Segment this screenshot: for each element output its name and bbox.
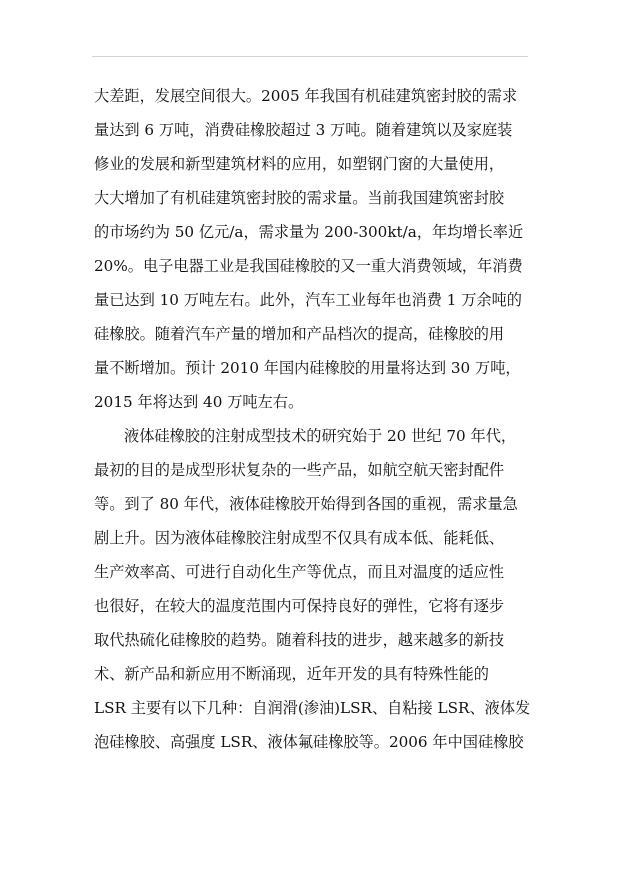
header-rule xyxy=(92,56,528,57)
paragraph-2 xyxy=(94,419,530,759)
text-line: 液体硅橡胶的注射成型技术的研究始于 20 世纪 70 年代， xyxy=(124,427,517,445)
text-line: 泡硅橡胶、高强度 LSR、液体氟硅橡胶等。2006 年中国硅橡胶 xyxy=(94,733,524,751)
text-line: 2015 年将达到 40 万吨左右。 xyxy=(94,393,304,411)
text-line: 术、新产品和新应用不断涌现，近年开发的具有特殊性能的 xyxy=(94,665,489,683)
text-line: 修业的发展和新型建筑材料的应用，如塑钢门窗的大量使用， xyxy=(94,155,505,173)
text-line: 取代热硫化硅橡胶的趋势。随着科技的进步，越来越多的新技 xyxy=(94,631,505,649)
paragraph-1 xyxy=(94,79,530,419)
text-line: 等。到了 80 年代，液体硅橡胶开始得到各国的重视，需求量急 xyxy=(94,495,518,513)
text-line: 大差距，发展空间很大。2005 年我国有机硅建筑密封胶的需求 xyxy=(94,87,518,105)
text-line: 硅橡胶。随着汽车产量的增加和产品档次的提高，硅橡胶的用 xyxy=(94,325,505,343)
text-line: 的市场约为 50 亿元/a，需求量为 200-300kt/a，年均增长率近 xyxy=(94,223,524,241)
text-line: 剧上升。因为液体硅橡胶注射成型不仅具有成本低、能耗低、 xyxy=(94,529,505,547)
text-line: 量达到 6 万吨，消费硅橡胶超过 3 万吨。随着建筑以及家庭装 xyxy=(94,121,513,139)
text-line: 生产效率高、可进行自动化生产等优点，而且对温度的适应性 xyxy=(94,563,505,581)
text-line: LSR 主要有以下几种：自润滑(渗油)LSR、自粘接 LSR、液体发 xyxy=(94,699,531,717)
text-line: 最初的目的是成型形状复杂的一些产品，如航空航天密封配件 xyxy=(94,461,505,479)
text-line: 20%。电子电器工业是我国硅橡胶的又一重大消费领域，年消费 xyxy=(94,257,523,275)
text-line: 大大增加了有机硅建筑密封胶的需求量。当前我国建筑密封胶 xyxy=(94,189,505,207)
text-line: 量已达到 10 万吨左右。此外，汽车工业每年也消费 1 万余吨的 xyxy=(94,291,522,309)
text-line: 也很好，在较大的温度范围内可保持良好的弹性，它将有逐步 xyxy=(94,597,505,615)
text-line: 量不断增加。预计 2010 年国内硅橡胶的用量将达到 30 万吨， xyxy=(94,359,521,377)
body-text xyxy=(94,79,530,759)
